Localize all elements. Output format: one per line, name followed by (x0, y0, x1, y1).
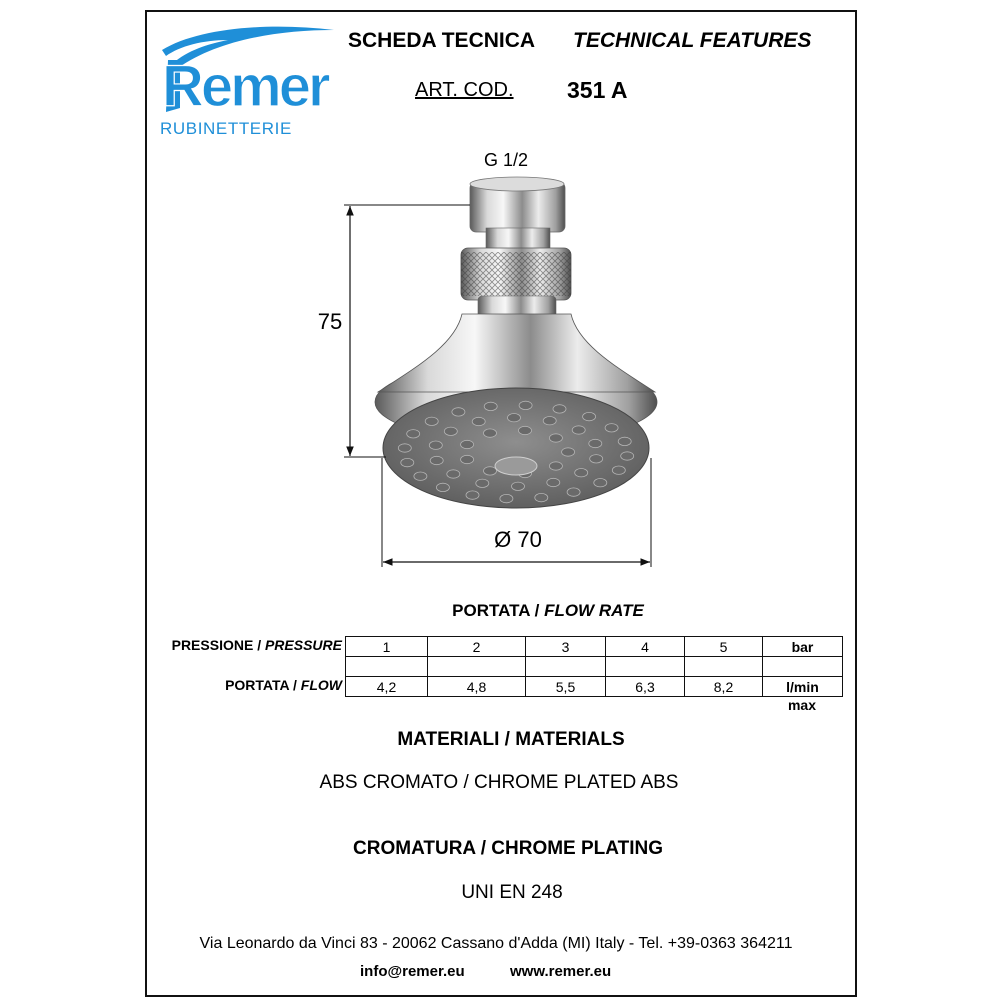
nozzle (429, 441, 442, 449)
pressure-cell: 3 (526, 637, 606, 657)
flow-label-english: FLOW (300, 677, 342, 693)
nozzle (562, 448, 575, 456)
nozzle (447, 470, 460, 478)
flow-unit-cell: l/min (763, 677, 843, 697)
nozzle (500, 494, 513, 502)
nozzle-center (495, 457, 537, 475)
nozzle (407, 430, 420, 438)
flow-title-italian: PORTATA / (452, 601, 545, 620)
nozzle (594, 479, 607, 487)
nozzle (618, 437, 631, 445)
nozzle (472, 417, 485, 425)
materials-title: MATERIALI / MATERIALS (397, 729, 625, 750)
nozzle (512, 482, 525, 490)
pressure-cell: 1 (346, 637, 428, 657)
nozzle (519, 401, 532, 409)
nozzle (549, 462, 562, 470)
nozzle (476, 479, 489, 487)
flow-rate-table (345, 636, 843, 697)
knurled-texture (461, 252, 571, 296)
nozzle (590, 455, 603, 463)
upper-collar (486, 228, 550, 250)
email-link[interactable]: info@remer.eu (360, 963, 465, 980)
nozzle (452, 408, 465, 416)
pressure-row-label (148, 637, 342, 653)
materials-value: ABS CROMATO / CHROME PLATED ABS (319, 772, 679, 793)
empty-cell (526, 657, 606, 677)
nozzle (430, 456, 443, 464)
nozzle (547, 478, 560, 486)
flow-cell: 8,2 (685, 677, 763, 697)
nozzle (612, 466, 625, 474)
flow-cell: 4,8 (428, 677, 526, 697)
head-body (378, 314, 655, 392)
nozzle (484, 467, 497, 475)
nozzle (425, 417, 438, 425)
nozzle (519, 426, 532, 434)
flow-cell: 5,5 (526, 677, 606, 697)
logo-tagline: RUBINETTERIE (160, 119, 292, 138)
nozzle (414, 472, 427, 480)
nozzle (436, 483, 449, 491)
pressure-unit-cell: bar (763, 637, 843, 657)
nozzle (461, 440, 474, 448)
nozzle (484, 429, 497, 437)
flow-label-italian: PORTATA / (225, 677, 301, 693)
connection-label: G 1/2 (483, 150, 529, 170)
flow-row-label (148, 677, 342, 693)
nozzle (575, 469, 588, 477)
article-code: 351 A (567, 77, 628, 103)
empty-cell (606, 657, 685, 677)
empty-cell (763, 657, 843, 677)
nozzle (589, 439, 602, 447)
flow-row (346, 677, 843, 697)
spacer-row (346, 657, 843, 677)
empty-cell (428, 657, 526, 677)
pressure-row (346, 637, 843, 657)
flow-rate-title (348, 601, 748, 621)
pressure-cell: 2 (428, 637, 526, 657)
nozzle (567, 488, 580, 496)
empty-cell (346, 657, 428, 677)
pressure-label-italian: PRESSIONE / (171, 637, 265, 653)
connector-nut-top (470, 177, 564, 191)
nozzle (543, 417, 556, 425)
article-code-label: ART. COD. (415, 79, 514, 101)
title-italian: SCHEDA TECNICA (348, 29, 536, 52)
plating-value: UNI EN 248 (461, 882, 563, 903)
pressure-cell: 5 (685, 637, 763, 657)
nozzle (549, 434, 562, 442)
nozzle (583, 412, 596, 420)
nozzle (484, 402, 497, 410)
nozzle (466, 491, 479, 499)
logo-wordmark: Remer (162, 54, 328, 119)
flow-cell: 4,2 (346, 677, 428, 697)
nozzle (621, 452, 634, 460)
flow-cell: 6,3 (606, 677, 685, 697)
title-english: TECHNICAL FEATURES (573, 29, 812, 52)
flow-title-english: FLOW RATE (544, 601, 644, 620)
pressure-cell: 4 (606, 637, 685, 657)
empty-cell (685, 657, 763, 677)
pressure-label-english: PRESSURE (264, 637, 342, 653)
nozzle (605, 424, 618, 432)
height-label: 75 (317, 309, 343, 334)
diameter-label: Ø 70 (494, 527, 542, 552)
nozzle (572, 426, 585, 434)
nozzle (461, 455, 474, 463)
company-address: Via Leonardo da Vinci 83 - 20062 Cassano d'Adda (MI) Italy - Tel. +39-0363 364211 (199, 935, 793, 952)
nozzle (535, 493, 548, 501)
nozzle (553, 405, 566, 413)
nozzle (401, 458, 414, 466)
flow-unit-note: max (787, 697, 817, 713)
nozzle (508, 414, 521, 422)
website-link[interactable]: www.remer.eu (510, 963, 612, 980)
nozzle (398, 444, 411, 452)
plating-title: CROMATURA / CHROME PLATING (353, 838, 663, 859)
nozzle (444, 427, 457, 435)
